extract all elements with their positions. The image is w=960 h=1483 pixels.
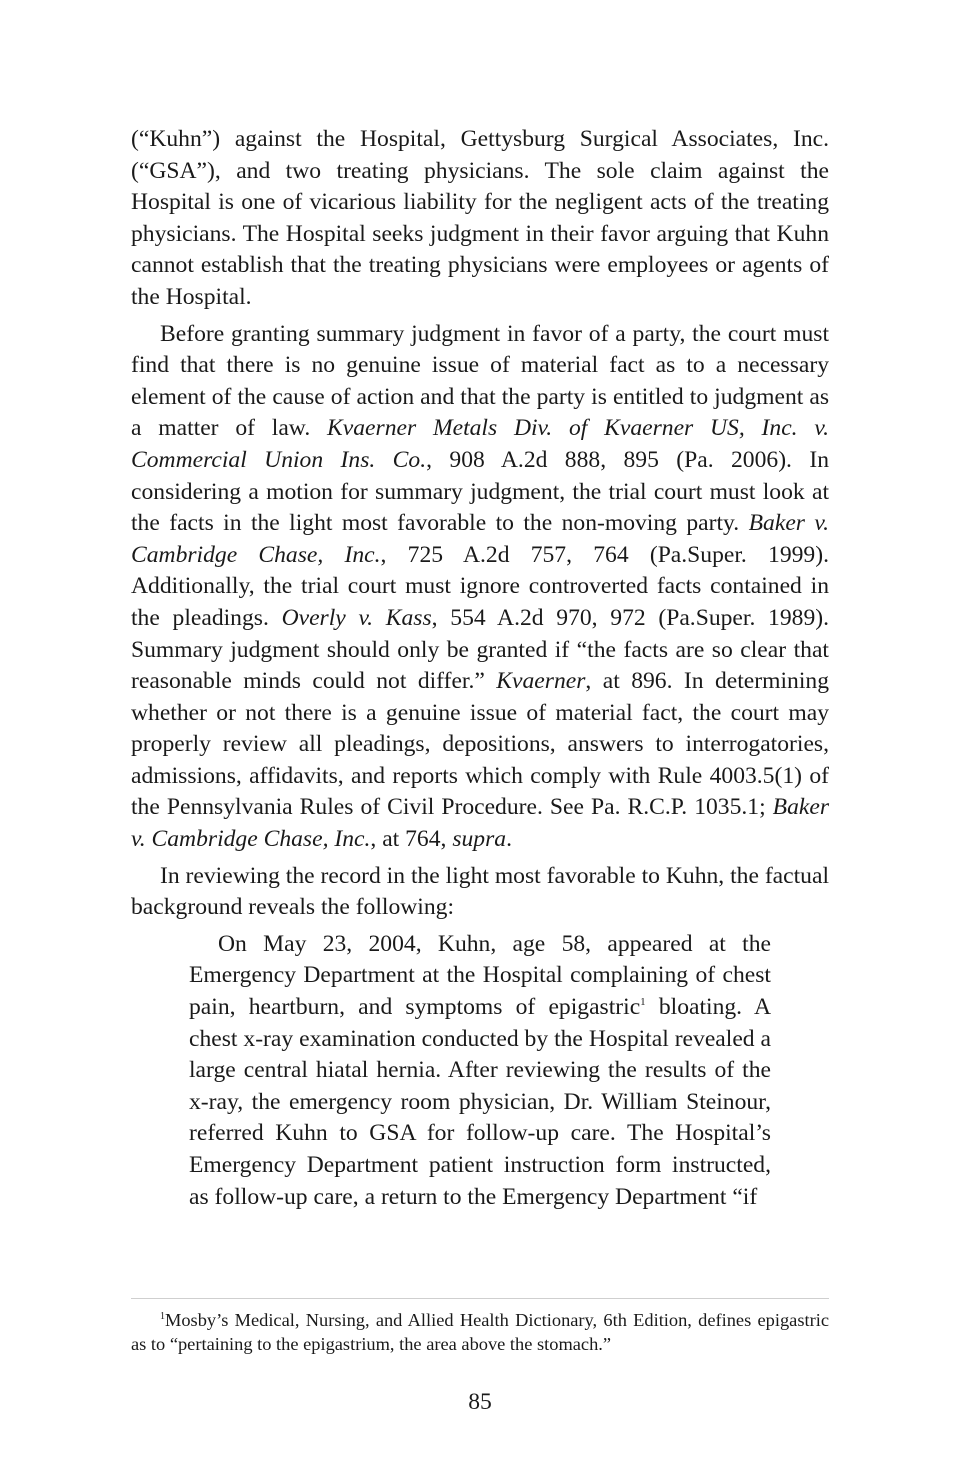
block-quote-paragraph — [189, 929, 771, 1213]
case-citation-overly: Overly v. Kass — [281, 604, 432, 631]
citation-text: , at 896. In determining whether or not there is a genuine issue of material fact, the court may properly review all pleadings, depositions, answers to interrogatories, admissions, affidavits, and reports which comply with Rule 4003.5(1) of the Pennsylvania Rules of Civil Procedure. See Pa. R.C.P. 1035.1; — [131, 668, 829, 821]
paragraph-factual-background-intro: In reviewing the record in the light most favorable to Kuhn, the factual background reveals the following: — [131, 862, 829, 921]
quote-text: bloating. A chest x-ray examination conducted by the Hospital revealed a large central hiatal hernia. After reviewing the results of the x-ray, the emergency room physician, Dr. William Steinour, referred Kuhn to GSA for follow-up care. The Hospital’s Emergency Department patient instruction form instructed, as follow-up care, a return to the Emergency Department “if — [189, 994, 771, 1210]
citation-text: , 554 A.2d 970, 972 (Pa.Super. 1989). Summary judgment should only be granted if “the facts are so clear that reasonable minds could not differ.” — [131, 604, 829, 695]
citation-text: , 908 A.2d 888, 895 (Pa. 2006). In considering a motion for summary judgment, the trial court must look at the facts in the light most favorable to the non-moving party. — [131, 446, 829, 537]
footnote-reference[interactable]: 1 — [640, 996, 646, 1009]
footnote — [131, 1308, 829, 1356]
body-text — [131, 124, 829, 1213]
sentence: Before granting summary judgment in favor of a party, the court must find that there is no genuine issue of material fact as to a necessary element of the cause of action and that the party is entitled to judgment as a matter of law. — [131, 320, 829, 442]
paragraph-continued: (“Kuhn”) against the Hospital, Gettysburg Surgical Associates, Inc. (“GSA”), and two treating physicians. The sole claim against the Hospital is one of vicarious liability for the negligent acts of the treating physicians. The Hospital seeks judgment in their favor arguing that Kuhn cannot establish that the treating physicians were employees or agents of the Hospital. — [131, 126, 829, 310]
supra-signal: supra — [452, 826, 507, 853]
case-citation-baker: Baker v. Cambridge Chase, Inc. — [131, 510, 830, 568]
footnote-divider — [131, 1298, 829, 1299]
footnote-text: Mosby’s Medical, Nursing, and Allied Health Dictionary, 6th Edition, defines epigastric as to “pertaining to the epigastrium, the area above the stomach.” — [131, 1310, 829, 1354]
period: . — [506, 826, 512, 853]
quote-text: On May 23, 2004, Kuhn, age 58, appeared at the Emergency Department at the Hospital complaining of chest pain, heartburn, and symptoms of epigastric — [189, 930, 771, 1021]
page-number: 85 — [468, 1389, 492, 1415]
citation-text: , 725 A.2d 757, 764 (Pa.Super. 1999). Additionally, the trial court must ignore controverted facts contained in the pleadings. — [131, 541, 829, 631]
case-citation-baker-short: Baker v. Cambridge Chase, Inc. — [131, 794, 830, 853]
block-quote — [189, 929, 771, 1213]
case-citation-kvaerner-short: Kvaerner — [496, 668, 586, 695]
footnote-mark: 1 — [160, 1311, 165, 1322]
case-citation-kvaerner: Kvaerner Metals Div. of Kvaerner US, Inc. v. Commercial Union Ins. Co. — [131, 415, 829, 473]
citation-text: , at 764, — [370, 826, 447, 853]
paragraph-summary-judgment-standard — [131, 319, 829, 856]
